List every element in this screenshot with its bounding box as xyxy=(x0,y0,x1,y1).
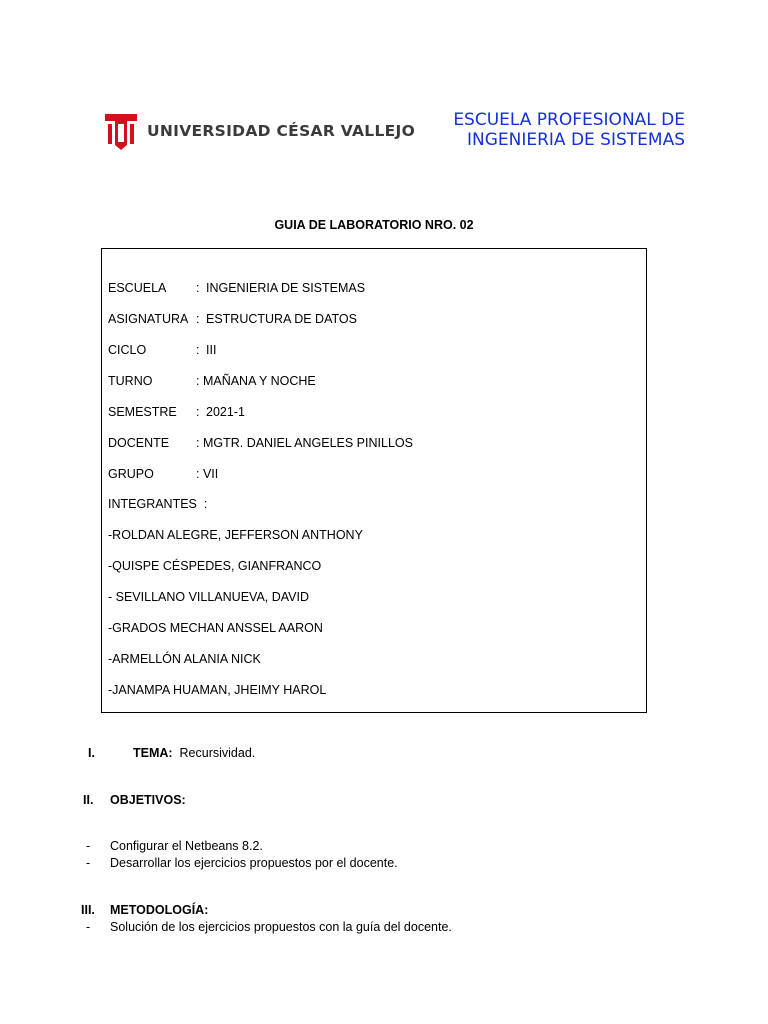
member-item: -GRADOS MECHAN ANSSEL AARON xyxy=(108,621,323,635)
objetivo-item: Desarrollar los ejercicios propuestos por el docente. xyxy=(110,856,398,870)
turno-label: TURNO xyxy=(108,374,153,388)
tema-line xyxy=(133,746,255,760)
school-name xyxy=(453,110,685,150)
member-item: - SEVILLANO VILLANUEVA, DAVID xyxy=(108,590,309,604)
info-row-ciclo xyxy=(108,343,216,357)
member-item: -ARMELLÓN ALANIA NICK xyxy=(108,652,261,666)
semestre-label: SEMESTRE xyxy=(108,405,177,419)
bullet-marker: - xyxy=(86,839,91,853)
info-row-asignatura xyxy=(108,312,357,326)
ciclo-separator: : xyxy=(196,343,200,357)
university-name: UNIVERSIDAD CÉSAR VALLEJO xyxy=(147,122,416,140)
objetivos-heading: OBJETIVOS: xyxy=(110,793,186,807)
info-row-docente xyxy=(108,436,413,450)
escuela-label: ESCUELA xyxy=(108,281,167,295)
school-name-line2: INGENIERIA DE SISTEMAS xyxy=(466,130,685,150)
member-item: -JANAMPA HUAMAN, JHEIMY HAROL xyxy=(108,683,327,697)
university-logo xyxy=(103,112,415,150)
asignatura-value: ESTRUCTURA DE DATOS xyxy=(206,312,357,326)
objetivo-item: Configurar el Netbeans 8.2. xyxy=(110,839,263,853)
school-name-line1: ESCUELA PROFESIONAL DE xyxy=(453,110,685,130)
escuela-value: INGENIERIA DE SISTEMAS xyxy=(206,281,366,295)
tema-number: I. xyxy=(88,746,95,760)
integrantes-label: INTEGRANTES : xyxy=(108,497,208,511)
grupo-value: : VII xyxy=(196,467,219,481)
info-row-grupo xyxy=(108,467,218,481)
document-title: GUIA DE LABORATORIO NRO. 02 xyxy=(274,218,474,232)
ciclo-label: CICLO xyxy=(108,343,147,357)
asignatura-separator: : xyxy=(196,312,200,326)
tema-value: Recursividad. xyxy=(179,746,256,760)
bullet-marker: - xyxy=(86,856,91,870)
info-row-turno xyxy=(108,374,316,388)
semestre-value: 2021-1 xyxy=(206,405,245,419)
metodologia-heading: METODOLOGÍA: xyxy=(110,903,209,917)
asignatura-label: ASIGNATURA xyxy=(108,312,189,326)
semestre-separator: : xyxy=(196,405,200,419)
member-item: -ROLDAN ALEGRE, JEFFERSON ANTHONY xyxy=(108,528,363,542)
metodologia-item: Solución de los ejercicios propuestos con la guía del docente. xyxy=(110,920,452,934)
docente-label: DOCENTE xyxy=(108,436,170,450)
bullet-marker: - xyxy=(86,920,91,934)
info-row-semestre xyxy=(108,405,245,419)
ucv-logo-icon xyxy=(103,112,139,150)
member-item: -QUISPE CÉSPEDES, GIANFRANCO xyxy=(108,559,322,573)
info-row-escuela xyxy=(108,281,365,295)
ciclo-value: III xyxy=(206,343,217,357)
docente-value: : MGTR. DANIEL ANGELES PINILLOS xyxy=(196,436,413,450)
turno-value: : MAÑANA Y NOCHE xyxy=(196,374,316,388)
escuela-separator: : xyxy=(196,281,200,295)
metodologia-number: III. xyxy=(81,903,95,917)
tema-label: TEMA: xyxy=(133,746,173,760)
objetivos-number: II. xyxy=(83,793,94,807)
grupo-label: GRUPO xyxy=(108,467,154,481)
